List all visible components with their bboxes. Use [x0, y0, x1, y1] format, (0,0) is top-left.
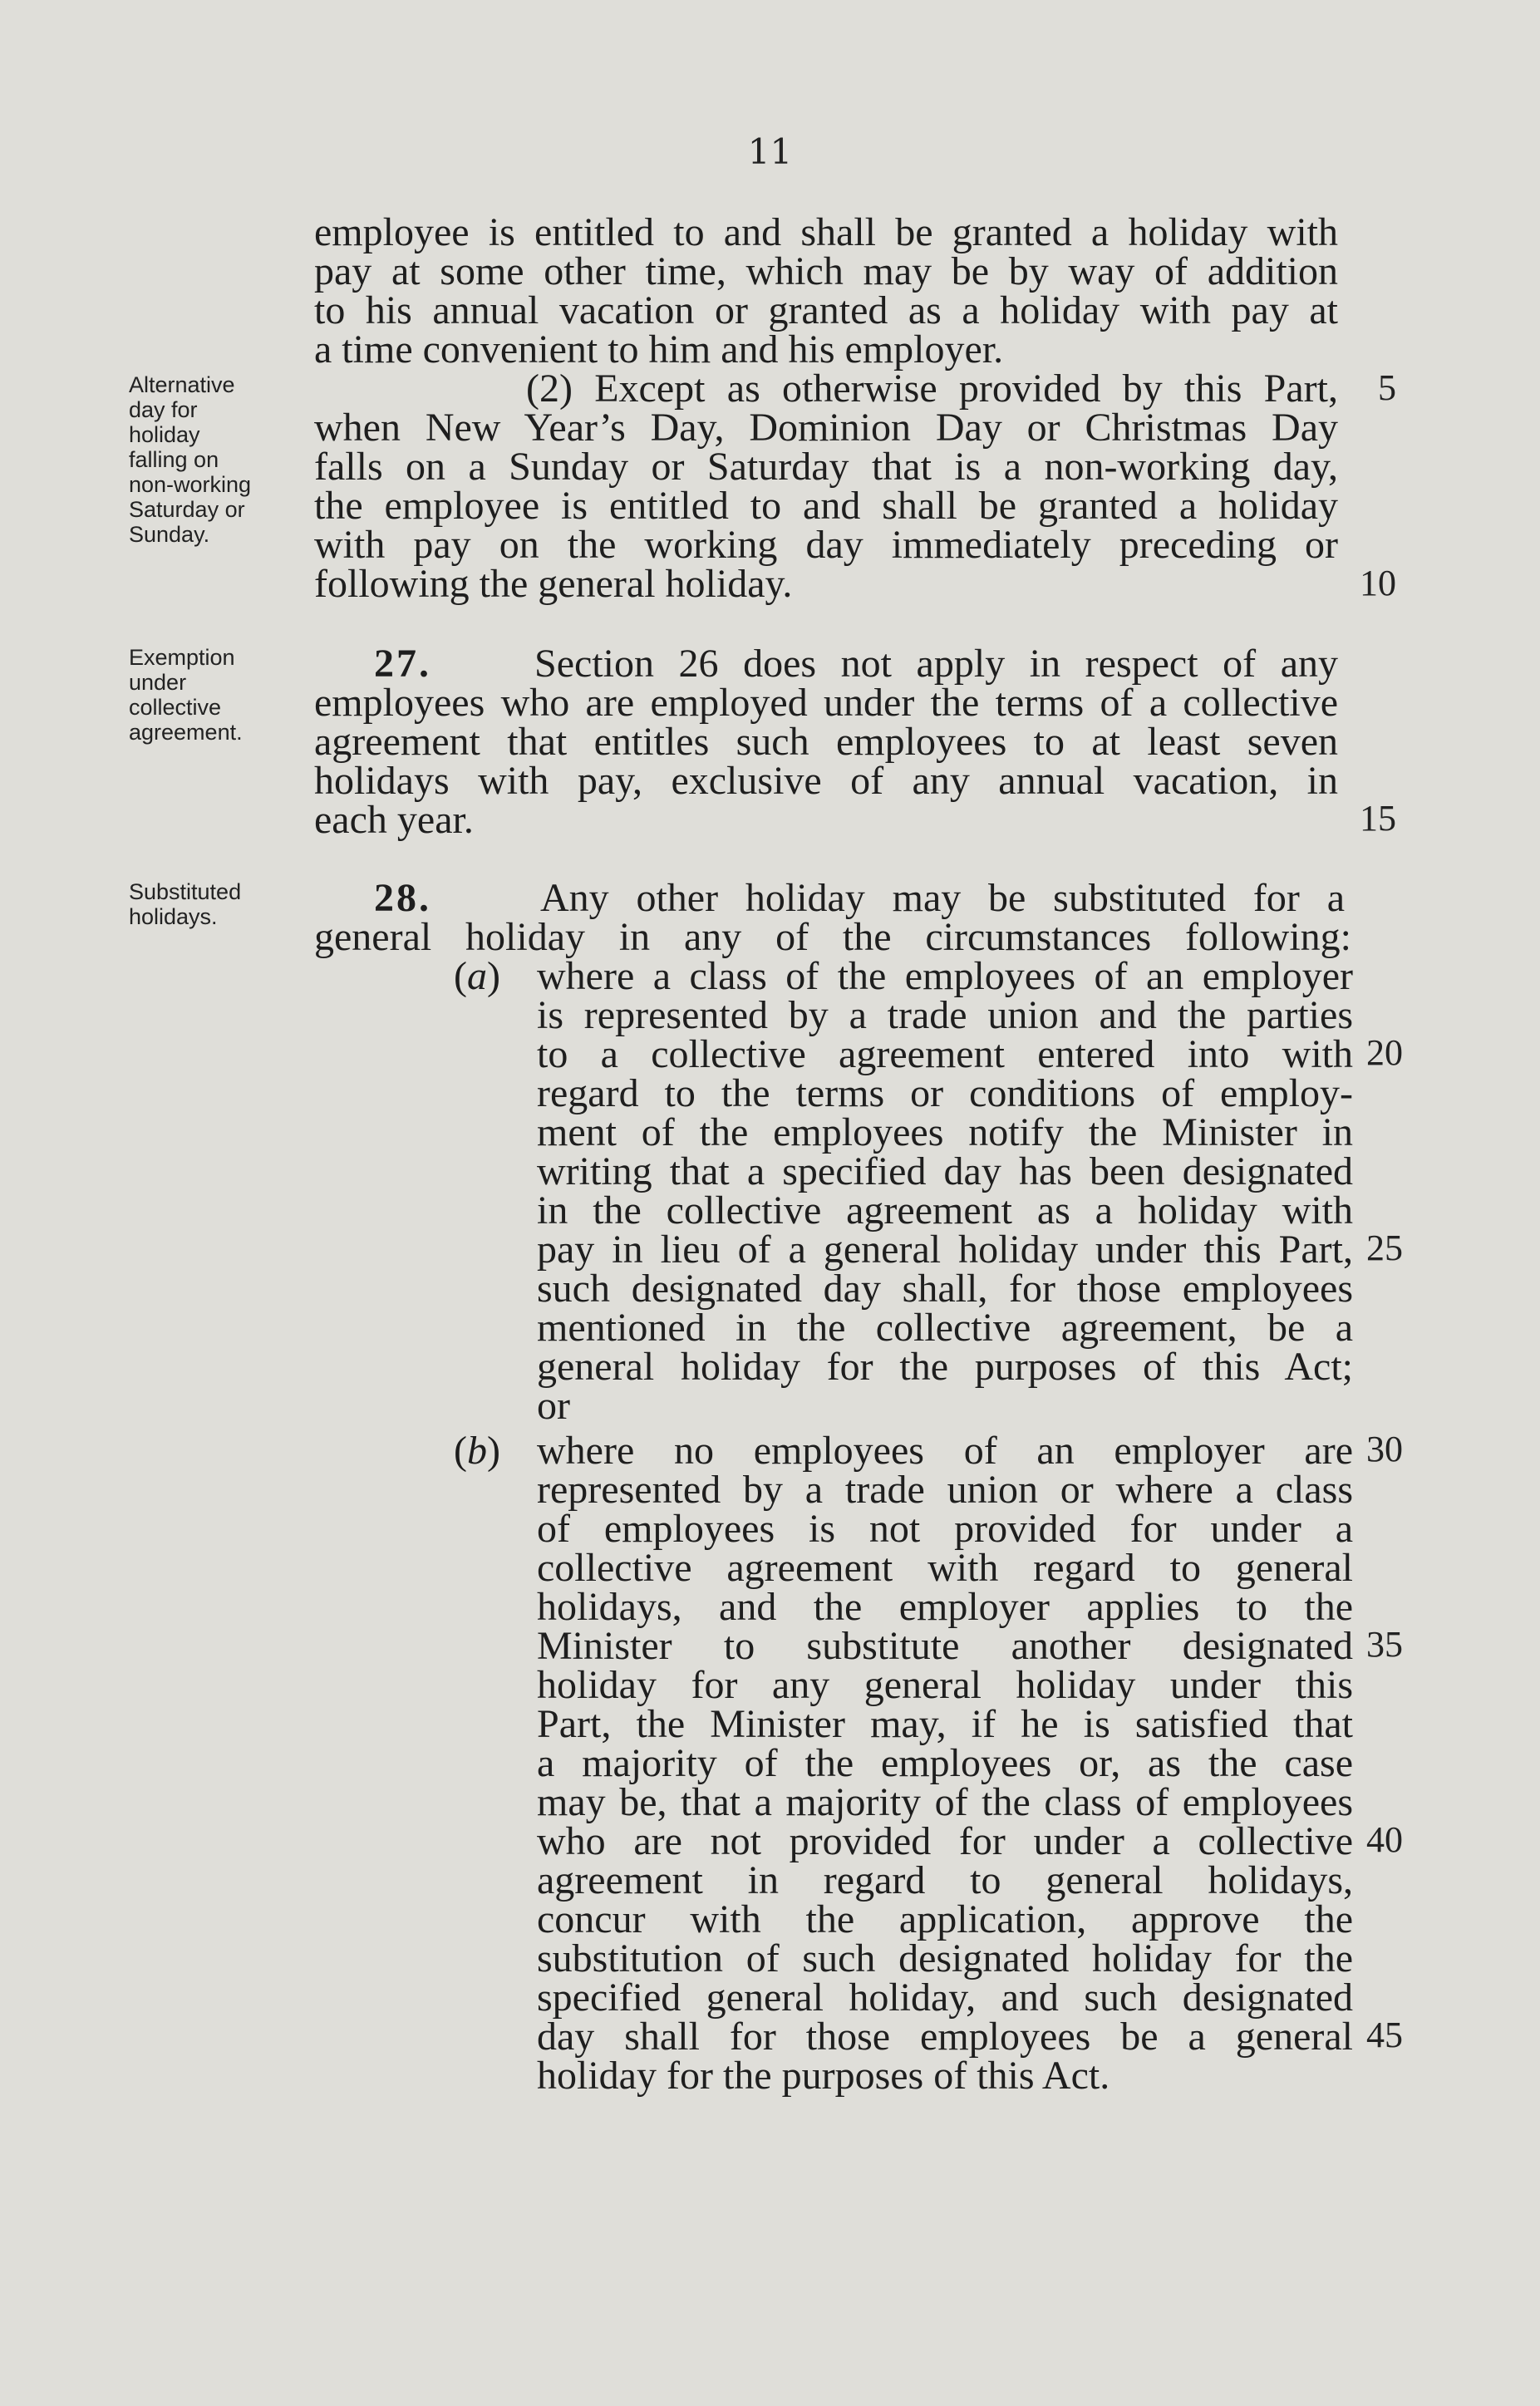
body-line: with pay on the working day immediately preceding or — [314, 523, 1338, 567]
body-line: when New Year’s Day, Dominion Day or Christmas Day — [314, 406, 1338, 450]
margin-note-line: non-working — [129, 472, 252, 497]
body-line: each year. — [314, 798, 474, 842]
line-number-30: 30 — [1366, 1429, 1403, 1469]
item-a-line: to a collective agreement entered into with — [537, 1032, 1353, 1076]
margin-note-exemption — [129, 645, 295, 745]
section-number-28: 28. — [374, 876, 431, 920]
item-a-line: is represented by a trade union and the parties — [537, 993, 1353, 1037]
item-a-line: pay in lieu of a general holiday under this Part, — [537, 1228, 1353, 1272]
item-b-line: Part, the Minister may, if he is satisfied that — [537, 1702, 1353, 1746]
item-a-label: (a) — [454, 954, 500, 998]
item-a-line: mentioned in the collective agreement, be a — [537, 1306, 1353, 1350]
margin-note-line: Substituted — [129, 879, 242, 904]
margin-note-alternative-day — [129, 372, 295, 547]
body-line: the employee is entitled to and shall be granted a holiday — [314, 484, 1338, 528]
item-a-line: or — [537, 1384, 570, 1428]
subsection-2-first-line: (2) Except as otherwise provided by this Part, — [526, 367, 1338, 411]
margin-note-line: day for — [129, 397, 198, 422]
section-27-first-line: Section 26 does not apply in respect of any — [534, 642, 1338, 686]
item-b-line: holidays, and the employer applies to the — [537, 1585, 1353, 1629]
section-28-second-line: general holiday in any of the circumstances following: — [314, 915, 1351, 959]
line-number-25: 25 — [1366, 1228, 1403, 1268]
body-line: falls on a Sunday or Saturday that is a non-working day, — [314, 445, 1338, 489]
margin-note-line: Sunday. — [129, 522, 210, 547]
item-b-line: who are not provided for under a collective — [537, 1819, 1353, 1863]
item-b-line: collective agreement with regard to general — [537, 1546, 1353, 1590]
margin-note-line: Saturday or — [129, 497, 245, 522]
body-line: pay at some other time, which may be by way of addition — [314, 249, 1338, 293]
margin-note-line: collective — [129, 695, 222, 720]
section-28-first-line: Any other holiday may be substituted for a — [540, 876, 1345, 920]
body-line: following the general holiday. — [314, 562, 793, 606]
item-b-line: substitution of such designated holiday for the — [537, 1936, 1353, 1980]
margin-note-line: Alternative — [129, 372, 235, 397]
item-b-line: day shall for those employees be a general — [537, 2015, 1353, 2059]
section-number-27: 27. — [374, 642, 431, 686]
item-b-line: concur with the application, approve the — [537, 1897, 1353, 1941]
body-line: to his annual vacation or granted as a holiday with pay at — [314, 288, 1338, 332]
margin-note-line: falling on — [129, 447, 219, 472]
item-b-line: holiday for the purposes of this Act. — [537, 2054, 1110, 2098]
margin-note-line: Exemption — [129, 645, 235, 670]
item-a-line: general holiday for the purposes of this Act; — [537, 1345, 1353, 1389]
body-line: employee is entitled to and shall be granted a holiday with — [314, 210, 1338, 254]
margin-note-substituted — [129, 879, 295, 929]
item-a-line: writing that a specified day has been designated — [537, 1149, 1353, 1193]
item-b-line: agreement in regard to general holidays, — [537, 1858, 1353, 1902]
item-a-line: such designated day shall, for those employees — [537, 1267, 1353, 1311]
line-number-15: 15 — [1360, 798, 1396, 839]
item-b-line: Minister to substitute another designated — [537, 1624, 1353, 1668]
line-number-45: 45 — [1366, 2015, 1403, 2055]
line-number-5: 5 — [1378, 367, 1396, 408]
item-b-line: represented by a trade union or where a class — [537, 1468, 1353, 1512]
item-a-line: in the collective agreement as a holiday with — [537, 1188, 1353, 1233]
margin-note-line: holiday — [129, 422, 200, 447]
item-a-line: where a class of the employees of an employer — [537, 954, 1353, 998]
body-line: holidays with pay, exclusive of any annual vacation, in — [314, 759, 1338, 803]
margin-note-line: holidays. — [129, 904, 218, 929]
margin-note-line: under — [129, 670, 187, 695]
item-b-line: holiday for any general holiday under this — [537, 1663, 1353, 1707]
body-line: employees who are employed under the terms of a collective — [314, 681, 1338, 725]
item-b-line: may be, that a majority of the class of employees — [537, 1780, 1353, 1824]
page-number: 11 — [747, 131, 793, 172]
line-number-20: 20 — [1366, 1032, 1403, 1073]
line-number-40: 40 — [1366, 1819, 1403, 1860]
margin-note-line: agreement. — [129, 720, 243, 745]
item-b-line: a majority of the employees or, as the case — [537, 1741, 1353, 1785]
item-b-line: where no employees of an employer are — [537, 1429, 1353, 1473]
line-number-35: 35 — [1366, 1624, 1403, 1665]
item-b-label: (b) — [454, 1429, 500, 1473]
item-b-line: specified general holiday, and such designated — [537, 1975, 1353, 2020]
body-line: a time convenient to him and his employer. — [314, 327, 1004, 371]
body-line: agreement that entitles such employees to at least seven — [314, 720, 1338, 764]
item-a-line: ment of the employees notify the Minister in — [537, 1110, 1353, 1154]
line-number-10: 10 — [1360, 563, 1396, 603]
item-a-line: regard to the terms or conditions of employ- — [537, 1071, 1353, 1115]
item-b-line: of employees is not provided for under a — [537, 1507, 1353, 1551]
